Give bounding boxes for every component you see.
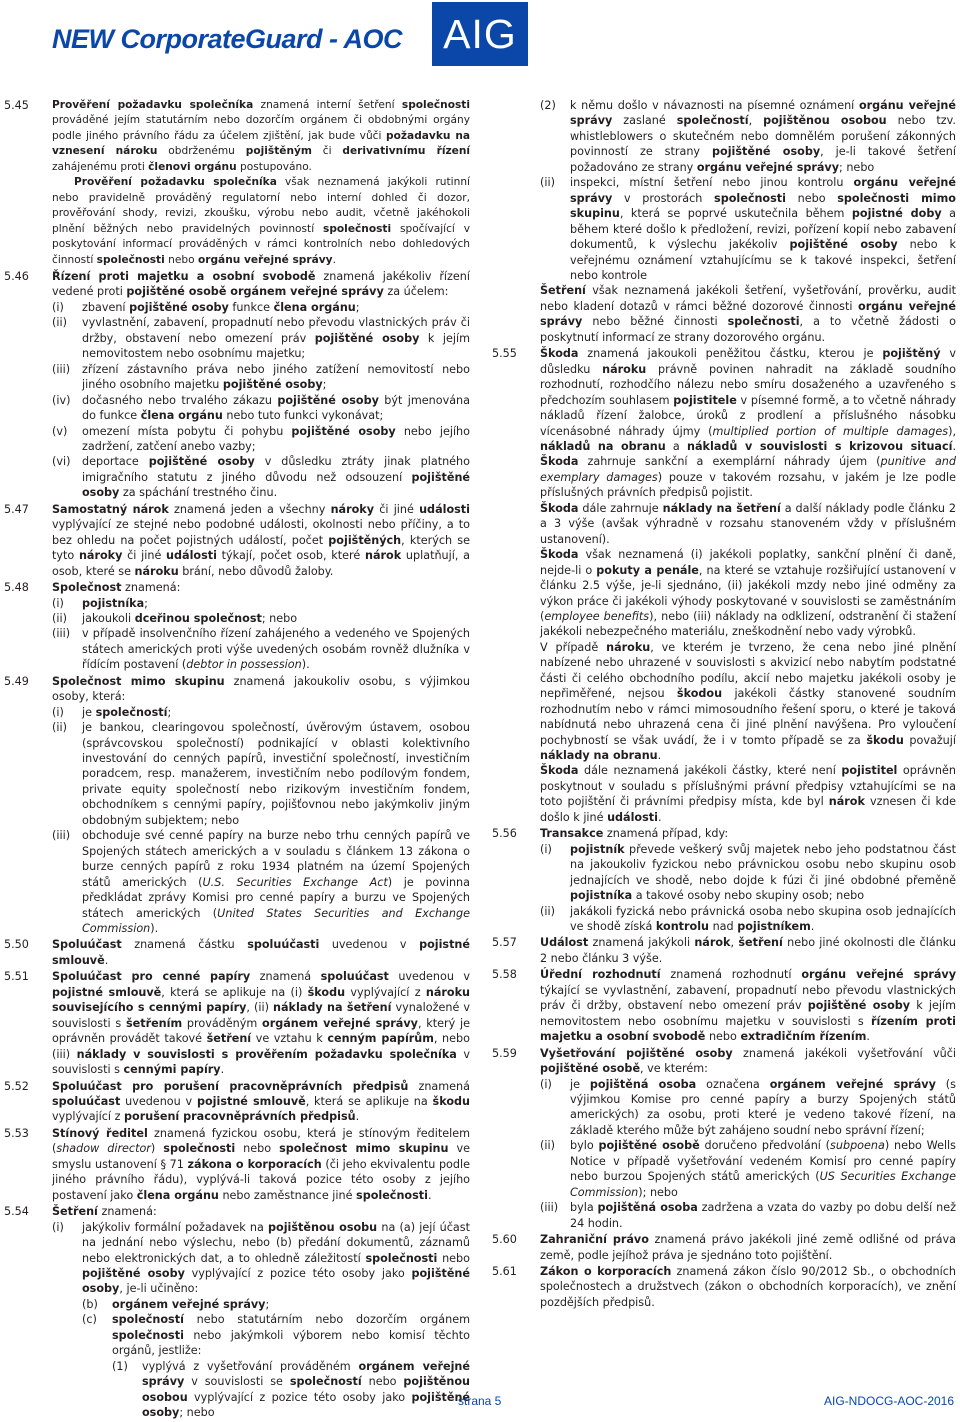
definition-5-57: 5.57 Událost znamená jakýkoli nárok, šetření nebo jiné okolnosti dle článku 2 nebo článku 3 výše. xyxy=(492,936,956,965)
definition-5-56: 5.56 Transakce znamená případ, kdy: (i) pojistník převede veškerý svůj majetek nebo jeho podstatnou část na jakoukoliv fyzickou nebo právnickou osobu nebo skupinu osob jednajících ve shodě, nebo dojde k fúzi či jiné obdobné přeměně pojistníka a takové osoby nebo skupiny osob; nebo (ii) jakákoli fyzická nebo právnická osoba nebo skupina osob jednajících ve shodě získá kontrolu nad pojistníkem. xyxy=(492,827,956,934)
definition-5-52: 5.52 Spoluúčast pro porušení pracovněprávních předpisů znamená spoluúčast uvedenou v pojistné smlouvě, která se aplikuje na škodu vyplývající z porušení pracovněprávních předpisů. xyxy=(4,1079,470,1124)
definition-5-48: 5.48 Společnost znamená: (i) pojistníka; (ii) jakoukoli dceřinou společnost; nebo (iii) v případě insolvenčního řízení zahájeného a vedeného ve Spojených státech amerických proti výše uvedených osobám rovněž dlužníka v řídícím postavení (debtor in possession). xyxy=(4,581,470,672)
document-code: AIG-NDOCG-AOC-2016 xyxy=(824,1394,955,1408)
aig-logo-text: AIG xyxy=(443,11,517,57)
definition-5-61: 5.61 Zákon o korporacích znamená zákon číslo 90/2012 Sb., o obchodních společnostech a družstvech (zákon o obchodních korporacích), ve znění pozdějších předpisů. xyxy=(492,1264,956,1309)
definition-5-54: 5.54 Šetření znamená: (i) jakýkoliv formální požadavek na pojištěnou osobu na (a) její účast na jednání nebo výslechu, nebo (b) předání dokumentů, záznamů nebo elektronických dat, a to ohledně záležitostí společnosti nebo pojištěné osoby vyplývající z pozice této osoby jako pojištěné osoby, je-li učiněno: (b) orgánem veřejné správy; (c) společností nebo statutárním nebo dozorčím orgánem společnosti nebo jakýmkoli výborem nebo komisí těchto orgánů, jestliže: (1) vyplývá z vyšetřování prováděném orgánem veřejné správy v souvislosti se společností nebo pojištěnou osobou vyplývající z pozice této osoby jako pojištěné osoby; nebo xyxy=(4,1205,470,1420)
definition-5-49: 5.49 Společnost mimo skupinu znamená jakoukoliv osobu, s výjimkou osoby, která: (i) je společností; (ii) je bankou, clearingovou společností, úvěrovým ústavem, osobou (správcovskou společností) podnikající v oblasti kolektivního investování do cenných papírů, investiční společností, investičním poradcem, resp. manažerem, investičním nebo podílovým fondem, private equity společností nebo rizikovým investičním fondem, obchodníkem s cennými papíry, pojišťovnou nebo jakýmkoliv jiným obdobným subjektem; nebo (iii) obchoduje své cenné papíry na burze nebo trhu cenných papírů ve Spojených státech amerických a v souladu s článkem 13 zákona o burze cenných papírů z roku 1934 platném na území Spojených států amerických (U.S. Securities Exchange Act) je povinna předkládat zprávy Komisi pro cenné papíry a burzu ve Spojených státech amerických (United States Securities and Exchange Commission). xyxy=(4,674,470,936)
definition-5-54-continued: (2) k němu došlo v návaznosti na písemné oznámení orgánu veřejné správy zaslané společností, pojištěnou osobou nebo tzv. whistleblowers o skutečném nebo domnělém porušení zákonných povinností ze strany pojištěné osoby, je-li takové šetření požadováno ze strany orgánu veřejné správy; nebo (ii) inspekci, místní šetření nebo jinou kontrolu orgánu veřejné správy v prostorách společnosti nebo společnosti mimo skupinu, která se poprvé uskutečnila během pojistné doby a během které došlo k předložení, revizi, pořízení kopií nebo zabavení dokumentů, k výslechu jakékoliv pojištěné osoby nebo k veřejnému oznámení vztahujícímu se k takové inspekci, šetření nebo kontrole Šetření však neznamená jakékoli šetření, vyšetřování, prověrku, audit nebo kladení dotazů v rámci běžné dozorové činnosti orgánu veřejné správy nebo běžné činnosti společnosti, a to včetně žádosti o poskytnutí informací ze strany dozorového orgánu. xyxy=(540,99,956,344)
definition-5-60: 5.60 Zahraniční právo znamená právo jakékoli jiné země odlišné od právа země, podle jejíhož práva je sjednáno toto pojištění. xyxy=(492,1233,956,1262)
definition-5-51: 5.51 Spoluúčast pro cenné papíry znamená spoluúčast uvedenou v pojistné smlouvě, která se aplikuje na (i) škodu vyplývající z nároku souvisejícího s cennými papíry, (ii) náklady na šetření vynaložené v souvislosti s šetřením prováděným orgánem veřejné správy, který je oprávněn provádět takové šetření ve vztahu k cenným papírům, nebo (iii) náklady v souvislosti s prověřením požadavku společníka v souvislosti s cennými papíry. xyxy=(4,970,470,1077)
aig-logo xyxy=(432,2,528,66)
definition-5-53: 5.53 Stínový ředitel znamená fyzickou osobu, která je stínovým ředitelem (shadow director) společnosti nebo společnost mimo skupinu ve smyslu ustanovení § 71 zákona o korporacích (či jeho ekvivalentu podle jiného právního řádu), vyplývá-li taková pozice této osoby z jejího postavení jako člena orgánu nebo zaměstnance jiné společnosti. xyxy=(4,1126,470,1202)
definition-5-50: 5.50 Spoluúčast znamená částku spoluúčasti uvedenou v pojistné smlouvě. xyxy=(4,938,470,967)
definition-5-55: 5.55 Škoda znamená jakoukoli peněžitou částku, kterou je pojištěný v důsledku nároku právně povinen nahradit na základě soudního rozhodnutí, rozhodčího nálezu nebo smíru dosaženého a uzavřeného s předchozím souhlasem pojistitele v písemné formě, a to včetně náhrady nákladů řízení žalobce, úroků z prodlení a příslušného násobku vícenásobné náhrady újmy (multiplied portion of multiple damages), nákladů na obranu a nákladů v souvislosti s krizovou situací. Škoda zahrnuje sankční a exemplární náhrady újem (punitive and exemplary damages) pouze v takovém rozsahu, v jakém je lze podle příslušných právních předpisů pojistit. Škoda dále zahrnuje náklady na šetření a další náklady podle článku 2 a 3 výše (avšak výhradně v rozsahu stanoveném vždy v příslušném ustanovení). Škoda však neznamená (i) jakékoli poplatky, sankční plnění či daně, nejde-li o pokuty a penále, na které se vztahuje rozšiřující ustanovení v článku 2.5 výše, je-li sjednáno, (ii) jakékoli mzdy nebo jiné odměny za výkon práce či jakékoli výhody poskytované v souvislosti se zaměstnáním (employee benefits), nebo (iii) náklady na odklizení, odstranění či stažení jakékoli nebezpečného materiálu, zneškodnění nebo vady výrobků. V případě nároku, ve kterém je tvrzeno, že cena nebo jiné plnění nabízené nebo uhrazené v souvislosti s akvizicí nebo nabytím podstatné části či celého obchodního podílu, akcií nebo majetku jakékoli osoby je nepřiměřené, nejsou škodou jakékoli částky stanovené soudním rozhodnutím nebo v rámci mimosoudního řešení sporu, o které je taková nabídnutá nebo uhrazená cena či jiné plnění navýšena. Pro vyloučení pochybností se však uvádí, že i v tomto případě se za škodu považují náklady na obranu. Škoda dále neznamená jakékoli částky, které není pojistitel oprávněn poskytnout v souladu s příslušnými právní předpisy vztahujícími se na toto pojištění či právními předpisy místa, kde byl nárok vznesen či kde došlo k jiné události. xyxy=(492,347,957,824)
document-title: NEW CorporateGuard - AOC xyxy=(52,24,403,54)
definition-5-58: 5.58 Úřední rozhodnutí znamená rozhodnutí orgánu veřejné správy týkající se vyvlastnění, zabavení, propadnutí nebo převodu vlastnických práv či držby, obstavení nebo omezení práv pojištěné osoby k jejím nemovitostem nebo osobnímu majetku v souvislosti s řízením proti majetku a osobní svobodě nebo extradičním řízením. xyxy=(492,968,956,1044)
page-number: strana 5 xyxy=(458,1394,502,1408)
right-column xyxy=(492,98,956,1311)
left-column xyxy=(4,98,470,1422)
definition-5-47: 5.47 Samostatný nárok znamená jeden a všechny nároky či jiné události vyplývající ze stejné nebo podobné události, okolnosti nebo příčiny, a to bez ohledu na počet pojistných událostí, počet pojištěných, kterých se tyto nároky či jiné události týkají, počet osob, které nárok uplatňují, a osob, které se nároku brání, nebo důvodů žaloby. xyxy=(4,502,470,578)
definition-5-59: 5.59 Vyšetřování pojištěné osoby znamená jakékoli vyšetřování vůči pojištěné osobě, ve kterém: (i) je pojištěná osoba označena orgánem veřejné správy (s výjimkou Komise pro cenné papíry a burzy Spojených států amerických) za osobu, proti které je vedeno takové řízení, na základě kterého může být zahájeno soudní nebo správní řízení; (ii) bylo pojištěné osobě doručeno předvolání (subpoena) nebo Wells Notice v případě vyšetřování vedeném Komisí pro cenné papíry nebo burzou Spojených států amerických (US Securities Exchange Commission); nebo (iii) byla pojištěná osoba zadržena a vzata do vazby po dobu delší než 24 hodin. xyxy=(492,1046,956,1230)
definition-5-46: 5.46 Řízení proti majetku a osobní svobodě znamená jakékoliv řízení vedené proti pojištěné osobě orgánem veřejné správy za účelem: (i) zbavení pojištěné osoby funkce člena orgánu; (ii) vyvlastnění, zabavení, propadnutí nebo převodu vlastnických práv či držby, obstavení nebo omezení práv pojištěné osoby k jejím nemovitostem nebo osobnímu majetku; (iii) zřízení zástavního práva nebo jiného zatížení nemovitostí nebo jiného osobního majetku pojištěné osoby; (iv) dočasného nebo trvalého zákazu pojištěné osoby být jmenována do funkce člena orgánu nebo tuto funkci vykonávat; (v) omezení místa pobytu či pohybu pojištěné osoby nebo jejího zadržení, zatčení anebo vazby; (vi) deportace pojištěné osoby v důsledku ztráty jinak platného imigračního statutu z jiného důvodu než odsouzení pojištěné osoby za spáchání trestného činu. xyxy=(4,269,470,500)
definition-5-45: 5.45 Prověření požadavku společníka znamená interní šetření společnosti prováděné jejím statutárním nebo dozorčím orgánem či obdobnými orgány podle jiného právního řádu za účelem zjištění, jak bude vůči požadavku na vznesení nároku obdrženému pojištěným či derivativnímu řízení zahájenému proti členovi orgánu postupováno. Prověření požadavku společníka však neznamená jakýkoli rutinní nebo pravidelně prováděný regulatorní nebo interní dohled či dozor, prověřování shody, revizi, zkoušku, výrobu nebo audit, včetně jakéhokoli plnění běžných nebo pravidelných povinností společnosti spočívající v poskytování informací prováděných v rámci kontrolních nebo dohledových činností společnosti nebo orgánu veřejné správy. xyxy=(4,99,471,266)
